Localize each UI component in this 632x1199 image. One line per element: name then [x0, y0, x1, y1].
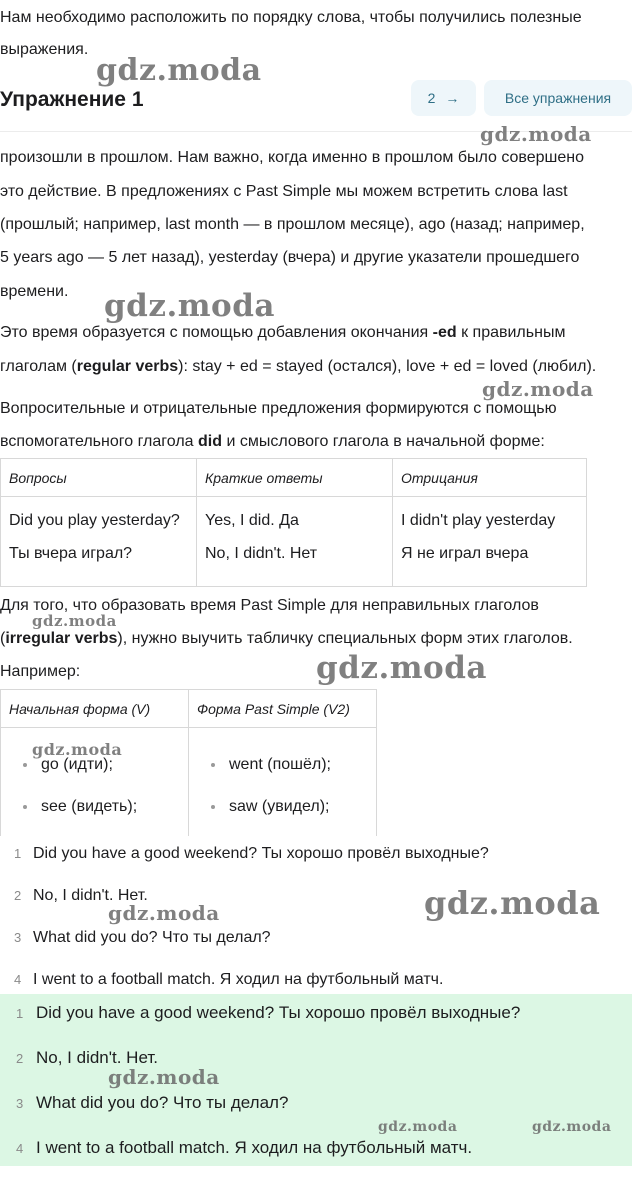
- watermark: gdz.moda: [96, 53, 262, 88]
- list-item: see (видеть);: [1, 786, 188, 828]
- answer-block: [0, 994, 632, 1166]
- table-header: Начальная форма (V): [1, 690, 189, 728]
- bullet-icon: [211, 763, 215, 767]
- theory-line: это действие. В предложениях с Past Simple мы можем встретить слова last: [0, 183, 568, 200]
- theory-line: (irregular verbs), нужно выучить табличку специальных форм этих глаголов.: [0, 630, 573, 647]
- watermark: gdz.moda: [104, 288, 275, 324]
- theory-line: глаголам (regular verbs): stay + ed = stayed (остался), love + ed = loved (любил).: [0, 358, 597, 375]
- example-label: Например:: [0, 663, 81, 680]
- watermark: gdz.moda: [316, 650, 487, 686]
- exercise-title: Упражнение 1: [0, 88, 144, 111]
- watermark: gdz.moda: [480, 122, 592, 146]
- table-cell: No, I didn't. Нет: [197, 545, 393, 587]
- watermark: gdz.moda: [424, 884, 601, 922]
- line-number: 1: [16, 1006, 24, 1021]
- intro-line-1: Нам необходимо расположить по порядку слова, чтобы получились полезные: [0, 9, 582, 26]
- bullet-icon: [23, 763, 27, 767]
- watermark: gdz.moda: [482, 377, 594, 401]
- arrow-right-icon: →: [445, 90, 460, 106]
- bullet-icon: [23, 805, 27, 809]
- table-cell: Yes, I did. Да: [197, 497, 393, 545]
- exercise-line: No, I didn't. Нет.: [33, 887, 148, 904]
- line-number: 1: [14, 846, 22, 861]
- table-cell: Ты вчера играл?: [1, 545, 197, 587]
- next-exercise-number: 2: [427, 90, 436, 106]
- theory-line: произошли в прошлом. Нам важно, когда именно в прошлом было совершено: [0, 149, 585, 166]
- theory-line: времени.: [0, 283, 69, 300]
- watermark: gdz.moda: [378, 1119, 458, 1135]
- line-number: 3: [16, 1096, 24, 1111]
- theory-line: вспомогательного глагола did и смыслового глагола в начальной форме:: [0, 433, 545, 450]
- watermark: gdz.moda: [108, 901, 220, 925]
- table-cell: Я не играл вчера: [393, 545, 587, 587]
- next-exercise-button[interactable]: [411, 80, 476, 116]
- list-item: saw (увидел);: [189, 786, 376, 828]
- theory-line: Для того, что образовать время Past Simple для неправильных глаголов: [0, 597, 539, 614]
- list-item: went (пошёл);: [189, 744, 376, 786]
- watermark: gdz.moda: [32, 740, 123, 759]
- answer-line: What did you do? Что ты делал?: [36, 1093, 289, 1112]
- line-number: 2: [16, 1051, 24, 1066]
- answer-line: Did you have a good weekend? Ты хорошо провёл выходные?: [36, 1003, 521, 1022]
- verb-list-past: [189, 728, 377, 836]
- did-forms-table: [0, 458, 587, 587]
- exercise-line: Did you have a good weekend? Ты хорошо провёл выходные?: [33, 845, 489, 862]
- table-cell: I didn't play yesterday: [393, 497, 587, 545]
- exercise-line: I went to a football match. Я ходил на футбольный матч.: [33, 971, 444, 988]
- intro-line-2: выражения.: [0, 41, 89, 58]
- theory-line: 5 years ago — 5 лет назад), yesterday (вчера) и другие указатели прошедшего: [0, 249, 580, 266]
- line-number: 2: [14, 888, 22, 903]
- watermark: gdz.moda: [108, 1065, 220, 1089]
- theory-line: (прошлый; например, last month — в прошлом месяце), ago (назад; например,: [0, 216, 585, 233]
- table-header: Краткие ответы: [197, 459, 393, 497]
- bullet-icon: [211, 805, 215, 809]
- watermark: gdz.moda: [532, 1119, 612, 1135]
- table-header: Вопросы: [1, 459, 197, 497]
- theory-line: Это время образуется с помощью добавления окончания -ed к правильным: [0, 324, 566, 341]
- table-header: Отрицания: [393, 459, 587, 497]
- irregular-verbs-table: [0, 689, 377, 836]
- theory-line: Вопросительные и отрицательные предложения формируются с помощью: [0, 400, 557, 417]
- line-number: 4: [16, 1141, 24, 1156]
- table-cell: Did you play yesterday?: [1, 497, 197, 545]
- exercise-line: What did you do? Что ты делал?: [33, 929, 271, 946]
- list-item: go (идти);: [1, 744, 188, 786]
- watermark: gdz.moda: [32, 612, 117, 630]
- answer-line: I went to a football match. Я ходил на футбольный матч.: [36, 1138, 473, 1157]
- all-exercises-button[interactable]: Все упражнения: [484, 80, 632, 116]
- line-number: 3: [14, 930, 22, 945]
- line-number: 4: [14, 972, 22, 987]
- table-header: Форма Past Simple (V2): [189, 690, 377, 728]
- answer-line: No, I didn't. Нет.: [36, 1048, 158, 1067]
